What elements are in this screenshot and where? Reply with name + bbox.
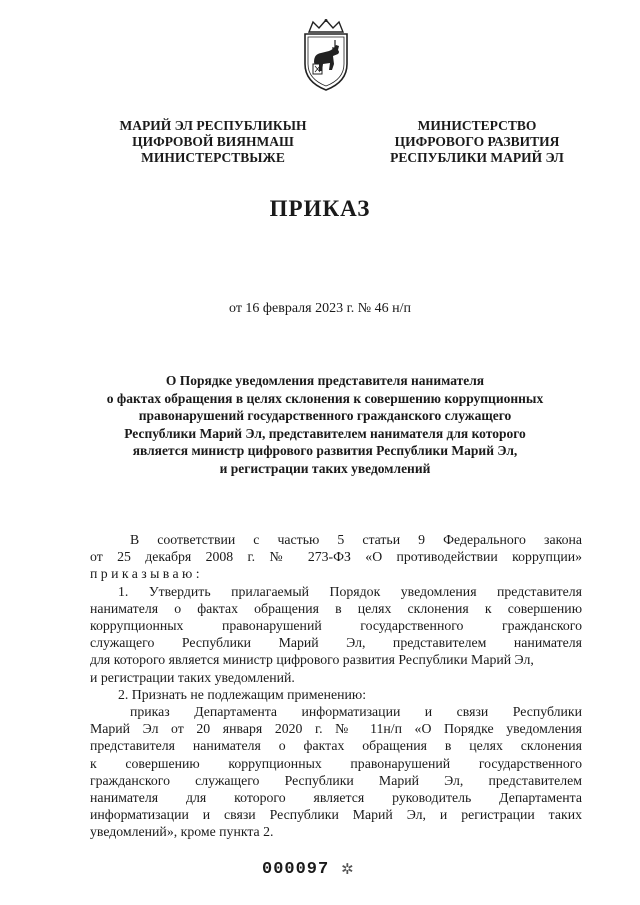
body-line: к совершению коррупционных правонарушений государственного [90,755,582,771]
ministry-name-russian-line: РЕСПУБЛИКИ МАРИЙ ЭЛ [390,150,564,165]
body-line: коррупционных правонарушений государственного гражданского [90,618,582,634]
ministry-name-mari-line: ЦИФРОВОЙ ВИЯНМАШ [132,134,294,149]
body-line: 2. Признать не подлежащим применению: [118,686,367,702]
body-line: нанимателя о фактах обращения в целях склонения к совершению [90,600,582,616]
body-line: приказ Департамента информатизации и связи Республики [130,704,582,720]
body-line: уведомлений», кроме пункта 2. [90,824,274,840]
document-subject [70,372,580,477]
document-date-number: от 16 февраля 2023 г. № 46 н/п [229,301,411,316]
body-line: нанимателя для которого является руководитель Департамента [90,790,582,806]
serial-number-stamp: 000097 [262,860,330,879]
body-line: представителя нанимателя о фактах обращения в целях склонения [90,738,582,754]
order-word: приказываю: [90,566,203,582]
ministry-name-russian-line: МИНИСТЕРСТВО [417,118,537,133]
body-line: информатизации и связи Республики Марий Эл, и регистрации таких [90,807,582,823]
document-body [90,531,582,841]
subject-line: Республики Марий Эл, представителем нанимателя для которого [124,425,526,441]
body-line: гражданского служащего Республики Марий Эл, представителем [90,772,582,788]
subject-line: О Порядке уведомления представителя нанимателя [165,373,485,388]
document-title: ПРИКАЗ [269,196,371,221]
ministry-name-mari-line: МИНИСТЕРСТВЫЖЕ [141,150,285,165]
subject-line: является министр цифрового развития Республики Марий Эл, [132,443,518,458]
subject-line: и регистрации таких уведомлений [219,460,431,476]
subject-line: правонарушений государственного гражданского служащего [138,408,512,423]
stamp-star-icon: ✲ [341,860,354,878]
body-line: для которого является министр цифрового развития Республики Марий Эл, [90,652,534,668]
ministry-name-mari [98,118,328,166]
body-line: служащего Республики Марий Эл, представителем нанимателя [90,635,582,651]
ministry-name-mari-line: МАРИЙ ЭЛ РЕСПУБЛИКЫН [119,118,307,133]
body-line: от 25 декабря 2008 г. № 273-ФЗ «О противодействии коррупции» [90,549,582,565]
coat-of-arms-emblem [299,18,353,94]
body-line: В соответствии с частью 5 статьи 9 Федерального закона [130,532,582,547]
subject-line: о фактах обращения в целях склонения к совершению коррупционных [106,390,544,406]
body-line: Марий Эл от 20 января 2020 г. № 11н/п «О Порядке уведомления [90,721,582,737]
ministry-name-russian-line: ЦИФРОВОГО РАЗВИТИЯ [394,134,560,149]
ministry-name-russian [362,118,592,166]
body-line: и регистрации таких уведомлений. [90,669,295,685]
body-line: 1. Утвердить прилагаемый Порядок уведомления представителя [118,583,582,599]
